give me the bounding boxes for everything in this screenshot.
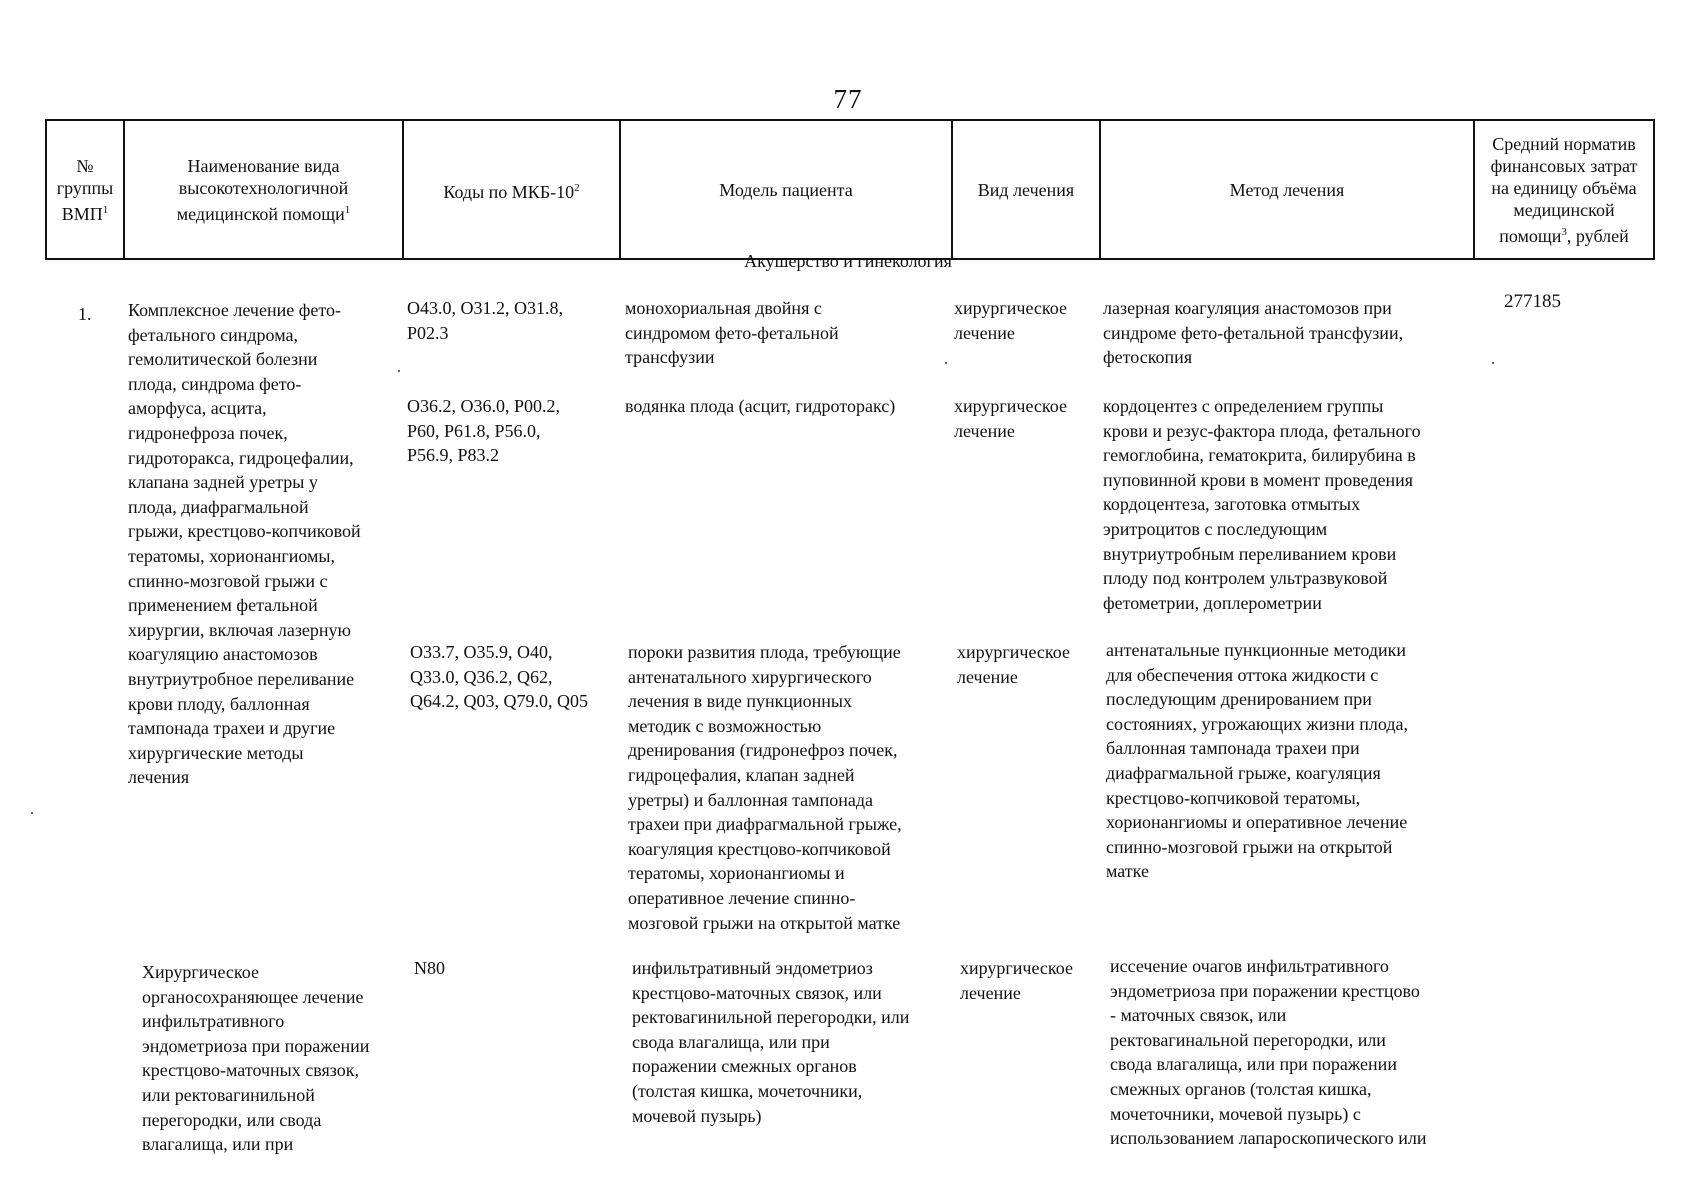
text-line: свода влагалища, или при поражении: [1110, 1054, 1397, 1075]
footnote-mark: 1: [102, 203, 109, 216]
icd-codes: [407, 394, 560, 468]
text-line: клапана задней уретры у: [128, 472, 318, 493]
text-line: тампонада трахеи и другие: [128, 718, 336, 739]
text-line: аморфуса, асцита,: [128, 398, 267, 419]
text-line: гидроцефалия, клапан задней: [628, 764, 855, 785]
page-number: 77: [833, 84, 863, 114]
treatment-method: [1106, 638, 1408, 884]
text-line: смежных органов (толстая кишка,: [1110, 1078, 1372, 1099]
treatment-method: [1110, 954, 1427, 1151]
table-header: [45, 119, 1655, 260]
text-line: крови плоду, баллонная: [128, 693, 310, 714]
header-icd-codes: [403, 120, 620, 259]
care-type-name: [142, 960, 369, 1157]
text-line: Хирургическое: [142, 962, 259, 982]
text-line: лечение: [954, 322, 1015, 343]
text-line: фетометрии, доплерометрии: [1103, 592, 1322, 613]
section-title: Акушерство и гинекология: [744, 251, 952, 271]
text-line: P56.9, P83.2: [407, 445, 500, 466]
treatment-type: [954, 394, 1067, 443]
text-line: плода, диафрагмальной: [128, 496, 309, 517]
text-line: мочевой пузырь): [632, 1105, 762, 1126]
text-line: фетального синдрома,: [128, 324, 298, 345]
text-line: хирургии, включая лазерную: [128, 619, 352, 640]
text-line: хирургическое: [957, 642, 1070, 662]
text-line: Q33.0, Q36.2, Q62,: [410, 666, 553, 687]
text-line: синдроме фето-фетальной трансфузии,: [1103, 322, 1404, 343]
text-line: внутриутробное переливание: [128, 668, 355, 689]
text-line: хирургическое: [954, 298, 1067, 318]
text-line: P02.3: [407, 322, 449, 343]
scan-speck: [398, 370, 400, 372]
text-line: плода, синдрома фето-: [128, 373, 302, 394]
footnote-mark: 3: [1561, 225, 1567, 238]
header-line: Коды по МКБ-10: [443, 181, 575, 202]
text-line: уретры) и баллонная тампонада: [628, 789, 873, 810]
text-line: водянка плода (асцит, гидроторакс): [625, 396, 896, 416]
footnote-mark: 2: [574, 181, 580, 194]
footnote-mark: 1: [344, 203, 351, 216]
text-line: или ректовагинильной: [142, 1084, 315, 1105]
text-line: лазерная коагуляция анастомозов при: [1103, 298, 1392, 318]
header-line: Средний норматив: [1492, 133, 1636, 154]
text-line: ректовагинильной перегородки, или: [632, 1007, 910, 1028]
patient-model: [625, 296, 839, 370]
text-line: пуповинной крови в момент проведения: [1103, 469, 1414, 490]
text-line: кордоцентеза, заготовка отмытых: [1103, 494, 1361, 515]
text-line: иссечение очагов инфильтративного: [1110, 956, 1389, 976]
text-line: органосохраняющее лечение: [142, 986, 364, 1007]
scan-speck: [31, 812, 33, 814]
text-line: лечение: [957, 666, 1018, 687]
care-type-name: [128, 298, 361, 790]
header-line: Наименование вида: [187, 155, 340, 176]
text-line: хирургические методы: [128, 742, 304, 763]
header-patient-model: Модель пациента: [620, 120, 952, 259]
patient-model: [632, 956, 909, 1128]
icd-codes: [407, 296, 563, 345]
text-line: баллонная тампонада трахеи при: [1106, 738, 1360, 759]
header-line: помощи: [1499, 225, 1562, 246]
average-cost: 277185: [1504, 291, 1561, 312]
text-line: свода влагалища, или при: [632, 1031, 830, 1052]
header-line: на единицу объёма: [1491, 177, 1637, 198]
text-line: тератомы, хорионангиомы,: [128, 545, 336, 566]
text-line: мозговой грыжи на открытой матке: [628, 912, 901, 933]
text-line: гемолитической болезни: [128, 349, 318, 370]
header-line: №: [76, 155, 94, 176]
text-line: плоду под контролем ультразвуковой: [1103, 568, 1388, 589]
text-line: крестцово-копчиковой тератомы,: [1106, 787, 1361, 808]
text-line: эндометриоза при поражении: [142, 1035, 370, 1056]
text-line: лечение: [960, 982, 1021, 1003]
text-line: крестцово-маточных связок,: [142, 1060, 360, 1081]
text-line: диафрагмальной грыже, коагуляция: [1106, 762, 1381, 783]
text-line: - маточных связок, или: [1110, 1005, 1287, 1026]
text-line: O36.2, O36.0, P00.2,: [407, 396, 561, 416]
text-line: спинно-мозговой грыжи с: [128, 570, 328, 591]
text-line: фетоскопия: [1103, 347, 1193, 368]
header-group-number: [46, 120, 124, 259]
header-line: ВМП: [61, 203, 103, 224]
text-line: крестцово-маточных связок, или: [632, 982, 882, 1003]
text-line: трахеи при диафрагмальной грыже,: [628, 814, 902, 835]
text-line: эндометриоза при поражении крестцово: [1110, 980, 1420, 1001]
text-line: N80: [414, 958, 445, 978]
icd-codes: [414, 956, 445, 981]
text-line: влагалища, или при: [142, 1134, 294, 1155]
treatment-type: [954, 296, 1067, 345]
text-line: Комплексное лечение фето-: [128, 300, 341, 320]
text-line: оперативное лечение спинно-: [628, 887, 856, 908]
text-line: тератомы, хорионангиомы и: [628, 863, 845, 884]
text-line: (толстая кишка, мочеточники,: [632, 1080, 863, 1101]
text-line: последующим дренированием при: [1106, 689, 1372, 710]
text-line: кордоцентез с определением группы: [1103, 396, 1384, 416]
icd-codes: [410, 640, 588, 714]
text-line: монохориальная двойня с: [625, 298, 822, 318]
text-line: антенатальные пункционные методики: [1106, 640, 1407, 660]
text-line: инфильтративного: [142, 1011, 285, 1032]
text-line: антенатального хирургического: [628, 666, 872, 687]
text-line: синдромом фето-фетальной: [625, 322, 839, 343]
text-line: лечение: [954, 420, 1015, 441]
header-line: высокотехнологичной: [178, 177, 349, 198]
treatment-type: [960, 956, 1073, 1005]
patient-model: [628, 640, 902, 935]
text-line: дренирования (гидронефроз почек,: [628, 740, 898, 761]
text-line: лечения: [128, 767, 190, 788]
header-average-cost: [1474, 120, 1654, 259]
text-line: для обеспечения оттока жидкости с: [1106, 664, 1379, 685]
text-line: трансфузии: [625, 347, 715, 368]
text-line: хорионангиомы и оперативное лечение: [1106, 812, 1408, 833]
header-line: , рублей: [1566, 225, 1629, 246]
scan-speck: [945, 362, 947, 364]
row-number: 1.: [78, 304, 92, 324]
text-line: P60, P61.8, P56.0,: [407, 420, 541, 441]
text-line: внутриутробным переливанием крови: [1103, 543, 1397, 564]
text-line: состояниях, угрожающих жизни плода,: [1106, 713, 1409, 734]
text-line: инфильтративный эндометриоз: [632, 958, 873, 978]
text-line: коагуляция крестцово-копчиковой: [628, 838, 891, 859]
header-line: финансовых затрат: [1490, 155, 1638, 176]
header-line: медицинской помощи: [176, 203, 345, 224]
text-line: ректовагинальной перегородки, или: [1110, 1029, 1386, 1050]
text-line: гемоглобина, гематокрита, билирубина в: [1103, 445, 1416, 466]
text-line: эритроцитов с последующим: [1103, 518, 1328, 539]
treatment-type: [957, 640, 1070, 689]
text-line: O43.0, O31.2, O31.8,: [407, 298, 563, 318]
text-line: крови и резус-фактора плода, фетального: [1103, 420, 1421, 441]
patient-model: [625, 394, 895, 419]
text-line: применением фетальной: [128, 595, 318, 616]
scan-speck: [1492, 362, 1494, 364]
text-line: O33.7, O35.9, O40,: [410, 642, 553, 662]
text-line: лечения в виде пункционных: [628, 691, 853, 712]
treatment-method: [1103, 394, 1421, 615]
text-line: матке: [1106, 861, 1149, 882]
header-line: группы: [56, 177, 114, 198]
text-line: коагуляцию анастомозов: [128, 644, 318, 665]
text-line: использованием лапароскопического или: [1110, 1128, 1427, 1149]
header-care-type: [124, 120, 403, 259]
header-treatment-type: Вид лечения: [952, 120, 1100, 259]
text-line: методик с возможностью: [628, 715, 822, 736]
header-line: медицинской: [1513, 199, 1615, 220]
text-line: пороки развития плода, требующие: [628, 642, 901, 662]
text-line: мочеточники, мочевой пузырь) с: [1110, 1103, 1361, 1124]
header-treatment-method: Метод лечения: [1100, 120, 1474, 259]
text-line: гидронефроза почек,: [128, 422, 288, 443]
treatment-method: [1103, 296, 1403, 370]
text-line: спинно-мозговой грыжи на открытой: [1106, 836, 1393, 857]
text-line: перегородки, или свода: [142, 1109, 322, 1130]
text-line: поражении смежных органов: [632, 1056, 857, 1077]
text-line: грыжи, крестцово-копчиковой: [128, 521, 361, 542]
text-line: хирургическое: [960, 958, 1073, 978]
text-line: хирургическое: [954, 396, 1067, 416]
text-line: гидроторакса, гидроцефалии,: [128, 447, 354, 468]
text-line: Q64.2, Q03, Q79.0, Q05: [410, 691, 588, 712]
